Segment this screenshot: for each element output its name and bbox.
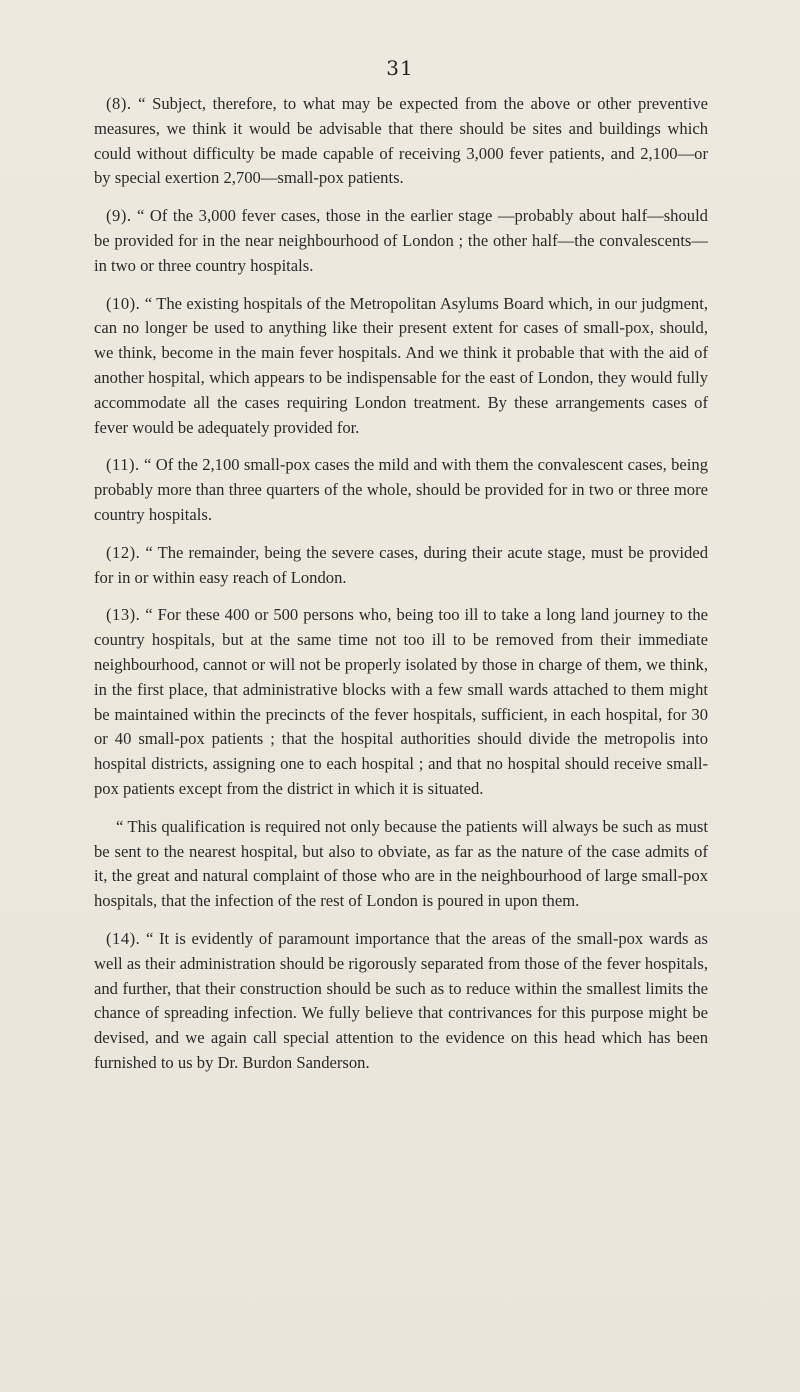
paragraph-13 [94,603,708,801]
paragraph-text: “ The existing hospitals of the Metropolitan Asylums Board which, in our judgment, can no longer be used to anything like their present extent for cases of small-pox, should, we think, become in the main fever hospitals. And we think it probable that with the aid of another hospital, which appears to be indispensable for the east of London, they would fully accommodate all the cases requiring London treatment. By these arrangements cases of fever would be adequately provided for. [94,293,708,437]
body-text [94,92,708,1089]
paragraph-number: (9). [106,206,132,226]
paragraph-number: (11). [106,455,140,475]
paragraph-13-continuation [94,815,708,914]
paragraph-14 [94,927,708,1076]
paragraph-text: “ Subject, therefore, to what may be expected from the above or other preventive measures, we think it would be advisable that there should be sites and buildings which could without difficulty be made capable of receiving 3,000 fever patients, and 2,100—or by special exertion 2,700—small-pox patients. [94,94,708,188]
paragraph-number: (10). [106,293,141,313]
paragraph-number: (14). [106,928,141,948]
paragraph-text: “ It is evidently of paramount importance that the areas of the small-pox wards as well as their administration should be rigorously separated from those of the fever hospitals, and further, that their construction should be such as to reduce within the smallest limits the chance of spreading infection. We fully believe that contrivances for this purpose might be devised, and we again call special attention to the evidence on this head which has been furnished to us by Dr. Burdon Sanderson. [94,928,708,1072]
paragraph-number: (8). [106,94,132,113]
paragraph-text: “ Of the 2,100 small-pox cases the mild and with them the convalescent cases, being probably more than three quarters of the whole, should be provided for in two or three more country hospitals. [94,455,708,524]
paragraph-9 [94,204,708,278]
paragraph-text: “ This qualification is required not only because the patients will always be such as must be sent to the nearest hospital, but also to obviate, as far as the nature of the case admits of it, the great and natural complaint of those who are in the neighbourhood of large small-pox hospitals, that the infection of the rest of London is poured in upon them. [94,816,708,911]
paragraph-text: “ The remainder, being the severe cases, during their acute stage, must be provided for in or within easy reach of London. [94,542,708,587]
paragraph-text: “ Of the 3,000 fever cases, those in the earlier stage —probably about half—should be provided for in the near neighbourhood of London ; the other half—the convalescents—in two or three country hospitals. [94,206,708,275]
paragraph-12 [94,541,708,591]
paragraph-8 [94,92,708,191]
paragraph-number: (12). [106,542,141,562]
paragraph-10 [94,292,708,441]
paragraph-text: “ For these 400 or 500 persons who, being too ill to take a long land journey to the country hospitals, but at the same time not too ill to be removed from their immediate neighbourhood, cannot or will not be properly isolated by those in charge of them, we think, in the first place, that administrative blocks with a few small wards attached to them might be maintained within the precincts of the fever hospitals, sufficient, in each hospital, for 30 or 40 small-pox patients ; that the hospital authorities should divide the metropolis into hospital districts, assigning one to each hospital ; and that no hospital should receive small-pox patients except from the district in which it is situated. [94,605,708,798]
paragraph-number: (13). [106,605,141,625]
page-number: 31 [386,56,414,80]
paragraph-11 [94,453,708,527]
